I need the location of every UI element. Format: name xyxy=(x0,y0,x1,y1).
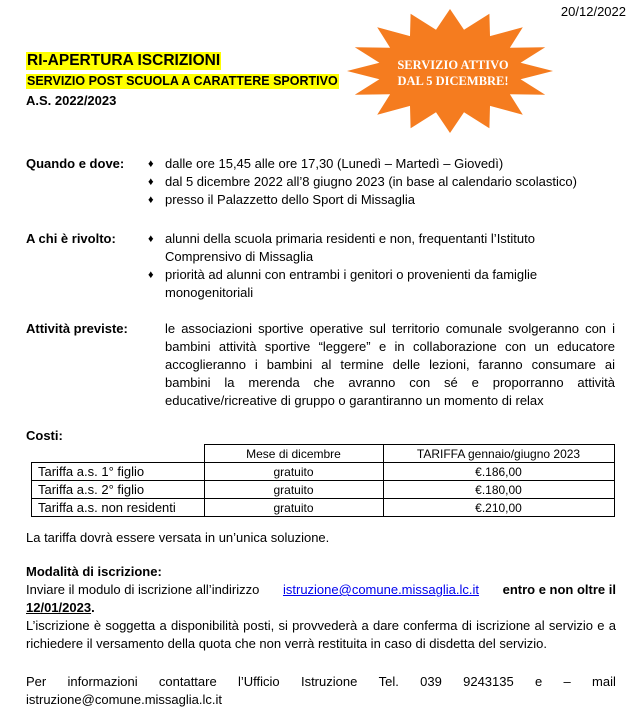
document-date: 20/12/2022 xyxy=(560,4,626,19)
enrollment-email-link[interactable]: istruzione@comune.missaglia.lc.it xyxy=(282,582,479,597)
deadline-date: 12/01/2023 xyxy=(26,600,92,615)
row-name: Tariffa a.s. 2° figlio xyxy=(32,481,205,499)
row-name: Tariffa a.s. 1° figlio xyxy=(32,463,205,481)
who-label: A chi è rivolto: xyxy=(26,231,116,246)
enrollment-line xyxy=(26,581,616,599)
when-list xyxy=(148,155,588,209)
table-row xyxy=(32,481,615,499)
list-item: ♦ alunni della scuola primaria residenti e non, frequentanti l’Istituto Comprensivo di Missaglia xyxy=(148,231,535,264)
column-header: Mese di dicembre xyxy=(204,445,383,463)
page-subtitle: SERVIZIO POST SCUOLA A CARATTERE SPORTIVO xyxy=(27,74,338,88)
deadline-text: entro e non oltre il xyxy=(502,582,616,597)
badge-line1: SERVIZIO ATTIVO xyxy=(397,58,509,72)
cell-tariff: €.180,00 xyxy=(383,481,614,499)
payment-note: La tariffa dovrà essere versata in un’unica soluzione. xyxy=(26,530,330,545)
table-row xyxy=(32,499,615,517)
diamond-bullet-icon: ♦ xyxy=(148,194,154,206)
school-year: A.S. 2022/2023 xyxy=(26,93,117,108)
cell-tariff: €.210,00 xyxy=(383,499,614,517)
info-email: istruzione@comune.missaglia.lc.it xyxy=(26,692,222,707)
list-item: ♦ presso il Palazzetto dello Sport di Missaglia xyxy=(148,192,416,207)
diamond-bullet-icon: ♦ xyxy=(148,269,154,281)
info-line: Per informazioni contattare l’Ufficio Istruzione Tel. 039 9243135 e – mail xyxy=(26,674,616,689)
enrollment-intro: Inviare il modulo di iscrizione all’indirizzo xyxy=(26,582,260,597)
activities-label: Attività previste: xyxy=(26,321,128,336)
page-title: RI-APERTURA ISCRIZIONI xyxy=(27,52,221,69)
cell-december: gratuito xyxy=(204,463,383,481)
badge-line2: DAL 5 DICEMBRE! xyxy=(397,74,509,88)
enrollment-label: Modalità di iscrizione: xyxy=(26,564,162,579)
list-item: ♦ priorità ad alunni con entrambi i genitori o provenienti da famiglie monogenitoriali xyxy=(148,267,538,300)
list-item: ♦ dal 5 dicembre 2022 all’8 giugno 2023 (in base al calendario scolastico) xyxy=(148,174,577,189)
cell-december: gratuito xyxy=(204,481,383,499)
enrollment-text: L’iscrizione è soggetta a disponibilità posti, si provvederà a dare conferma di iscrizione al servizio e a richiedere il versamento della quota che non verrà restituita in caso di disdetta del servizio. xyxy=(26,618,616,651)
row-name: Tariffa a.s. non residenti xyxy=(32,499,205,517)
diamond-bullet-icon: ♦ xyxy=(148,233,154,245)
diamond-bullet-icon: ♦ xyxy=(148,176,154,188)
when-label: Quando e dove: xyxy=(26,156,125,171)
table-header-row xyxy=(32,445,615,463)
table-row xyxy=(32,463,615,481)
service-active-starburst xyxy=(345,8,555,134)
cell-tariff: €.186,00 xyxy=(383,463,614,481)
activities-text: le associazioni sportive operative sul territorio comunale svolgeranno con i bambini attività sportive “leggere” e in collaborazione con un educatore accoglieranno i bambini al termine delle lezioni, faranno consumare ai bambini la merenda che avranno con sé e proporranno attività educative/ricreative di gruppo o garantiranno un momento di relax xyxy=(165,321,615,408)
diamond-bullet-icon: ♦ xyxy=(148,158,154,170)
column-header: TARIFFA gennaio/giugno 2023 xyxy=(383,445,614,463)
costs-table xyxy=(31,444,615,517)
who-list xyxy=(148,230,578,302)
list-item: ♦ dalle ore 15,45 alle ore 17,30 (Lunedì – Martedì – Giovedì) xyxy=(148,156,504,171)
deadline-line: 12/01/2023. xyxy=(26,600,95,615)
cell-december: gratuito xyxy=(204,499,383,517)
costs-label: Costi: xyxy=(26,428,63,443)
